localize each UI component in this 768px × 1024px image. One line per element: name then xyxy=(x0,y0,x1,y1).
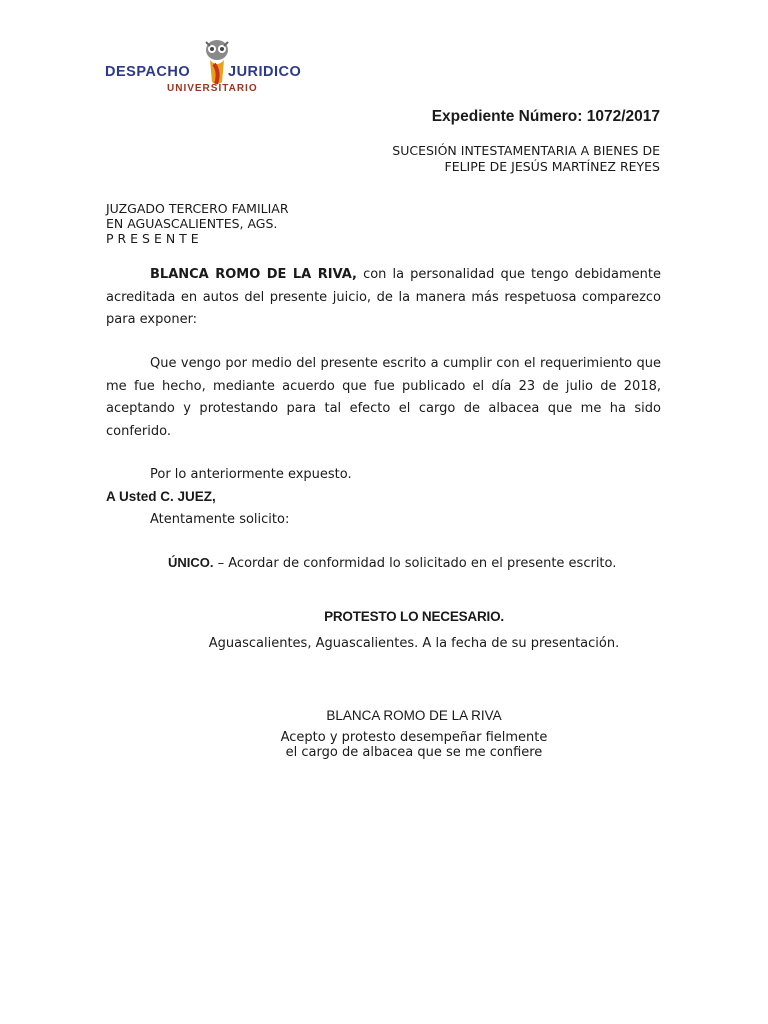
sucesion-line-2: FELIPE DE JESÚS MARTÍNEZ REYES xyxy=(444,159,660,174)
firm-logo xyxy=(105,38,315,96)
court-line-2: EN AGUASCALIENTES, AGS. xyxy=(106,216,278,231)
acceptance-line-1: Acepto y protesto desempeñar fielmente xyxy=(280,730,548,745)
logo-word-despacho: DESPACHO xyxy=(105,64,191,80)
paragraph-comparecencia xyxy=(106,264,661,332)
protesto-heading: PROTESTO LO NECESARIO. xyxy=(324,609,504,624)
a-usted-juez: A Usted C. JUEZ, xyxy=(106,489,216,504)
appellant-name: BLANCA ROMO DE LA RIVA, xyxy=(150,267,357,282)
owl-logo-icon xyxy=(202,38,232,88)
unico-label: ÚNICO. xyxy=(168,555,214,570)
acceptance-line-2: el cargo de albacea que se me confiere xyxy=(285,745,543,760)
paragraph-requerimiento: Que vengo por medio del presente escrito a cumplir con el requerimiento que me fue hecho, mediante acuerdo que fue publicado el día 23 de julio de 2018, aceptando y protestando para tal efecto el cargo de albacea que me ha sido conferido. xyxy=(106,356,661,439)
unico-petition xyxy=(168,555,616,571)
court-line-1: JUZGADO TERCERO FAMILIAR xyxy=(106,201,289,216)
logo-subtitle: UNIVERSITARIO xyxy=(167,83,258,94)
expediente-number: Expediente Número: 1072/2017 xyxy=(431,108,660,125)
unico-text: – Acordar de conformidad lo solicitado en el presente escrito. xyxy=(213,556,617,571)
expuesto-line: Por lo anteriormente expuesto. xyxy=(150,467,352,482)
place-date-line: Aguascalientes, Aguascalientes. A la fecha de su presentación. xyxy=(208,636,620,651)
paragraph-1-text: con la personalidad que tengo debidamente acreditada en autos del presente juicio, de la manera más respetuosa comparezco para exponer: xyxy=(106,267,661,327)
acceptance-note xyxy=(106,730,722,760)
sucesion-line-1: SUCESIÓN INTESTAMENTARIA A BIENES DE xyxy=(392,143,660,158)
signature-name: BLANCA ROMO DE LA RIVA xyxy=(326,708,502,723)
sucesion-heading xyxy=(392,143,660,175)
court-address xyxy=(106,201,289,246)
court-line-3: P R E S E N T E xyxy=(106,231,199,246)
logo-word-juridico: JURIDICO xyxy=(228,64,302,80)
solicito-line: Atentamente solicito: xyxy=(150,512,290,527)
